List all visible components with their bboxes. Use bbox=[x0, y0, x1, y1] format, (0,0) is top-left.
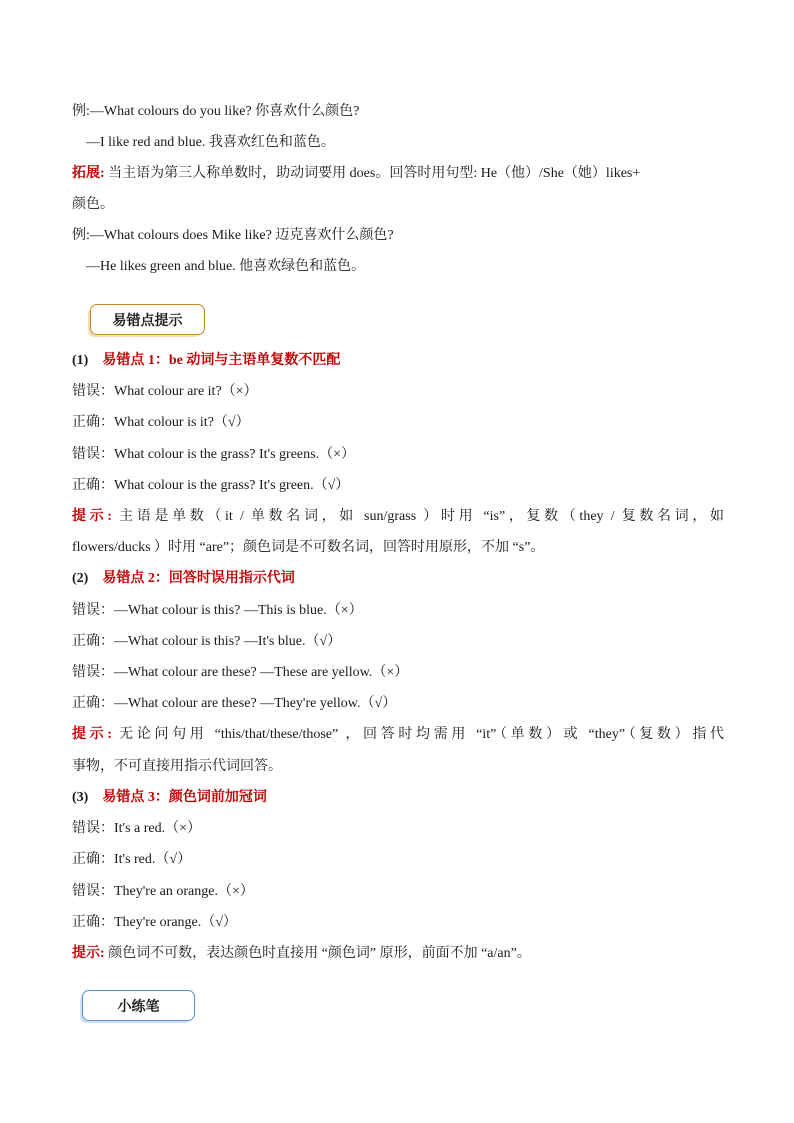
point1-tip-text1: 主语是单数（it / 单数名词，如 sun/grass ）时用 “is”，复数（they / 复数名词，如 bbox=[111, 509, 724, 524]
example1-question: 例:—What colours do you like? 你喜欢什么颜色? bbox=[72, 104, 360, 119]
point2-tip-label: 提示: bbox=[72, 727, 112, 742]
point1-title: 易错点 1：be 动词与主语单复数不匹配 bbox=[102, 353, 341, 368]
point3-tip-label: 提示: bbox=[72, 946, 105, 961]
point1-tip-label: 提示: bbox=[72, 509, 112, 524]
point2-row: 错误：—What colour are these? —These are yellow.（×） bbox=[72, 665, 409, 680]
point1-row: 错误：What colour are it?（×） bbox=[72, 384, 258, 399]
point1-tip-line2: flowers/ducks ）时用 “are”；颜色词是不可数名词，回答时用原形，不加 “s”。 bbox=[72, 540, 545, 555]
point2-tip-line1 bbox=[72, 725, 724, 745]
point2-row: 正确：—What colour is this? —It's blue.（√） bbox=[72, 634, 342, 649]
point3-tip-line1 bbox=[72, 944, 724, 964]
extension-line1 bbox=[72, 164, 724, 184]
point3-heading bbox=[72, 788, 724, 808]
point3-row: 错误：It's a red.（×） bbox=[72, 821, 202, 836]
point2-heading bbox=[72, 569, 724, 589]
section-title-practice: 小练笔 bbox=[82, 990, 195, 1021]
extension-label: 拓展: bbox=[72, 166, 105, 181]
point3-number: (3) bbox=[72, 790, 89, 805]
example2-answer: —He likes green and blue. 他喜欢绿色和蓝色。 bbox=[86, 259, 366, 274]
point2-title: 易错点 2：回答时误用指示代词 bbox=[102, 571, 295, 586]
extension-text1: 当主语为第三人称单数时，助动词要用 does。回答时用句型: He（他）/She（她）likes+ bbox=[104, 166, 641, 181]
section-title-errors: 易错点提示 bbox=[90, 304, 205, 335]
point3-row: 错误：They're an orange.（×） bbox=[72, 884, 254, 899]
extension-line2: 颜色。 bbox=[72, 197, 114, 212]
example2-question: 例:—What colours does Mike like? 迈克喜欢什么颜色? bbox=[72, 228, 394, 243]
point2-tip-text1: 无论问句用 “this/that/these/those” ，回答时均需用 “it”（单数）或 “they”（复数）指代 bbox=[111, 727, 724, 742]
point1-heading bbox=[72, 351, 724, 371]
point1-row: 错误：What colour is the grass? It's greens.（×） bbox=[72, 447, 355, 462]
point3-tip-text1: 颜色词不可数，表达颜色时直接用 “颜色词” 原形，前面不加 “a/an”。 bbox=[104, 946, 531, 961]
example1-answer: —I like red and blue. 我喜欢红色和蓝色。 bbox=[86, 135, 335, 150]
point1-tip-line1 bbox=[72, 507, 724, 527]
point2-tip-line2: 事物，不可直接用指示代词回答。 bbox=[72, 759, 282, 774]
point2-number: (2) bbox=[72, 571, 89, 586]
point2-row: 错误：—What colour is this? —This is blue.（×） bbox=[72, 603, 363, 618]
point2-row: 正确：—What colour are these? —They're yellow.（√） bbox=[72, 696, 397, 711]
point3-row: 正确：It's red.（√） bbox=[72, 852, 192, 867]
point1-number: (1) bbox=[72, 353, 89, 368]
point3-row: 正确：They're orange.（√） bbox=[72, 915, 237, 930]
point1-row: 正确：What colour is it?（√） bbox=[72, 415, 250, 430]
point3-title: 易错点 3：颜色词前加冠词 bbox=[102, 790, 267, 805]
point1-row: 正确：What colour is the grass? It's green.（√） bbox=[72, 478, 350, 493]
